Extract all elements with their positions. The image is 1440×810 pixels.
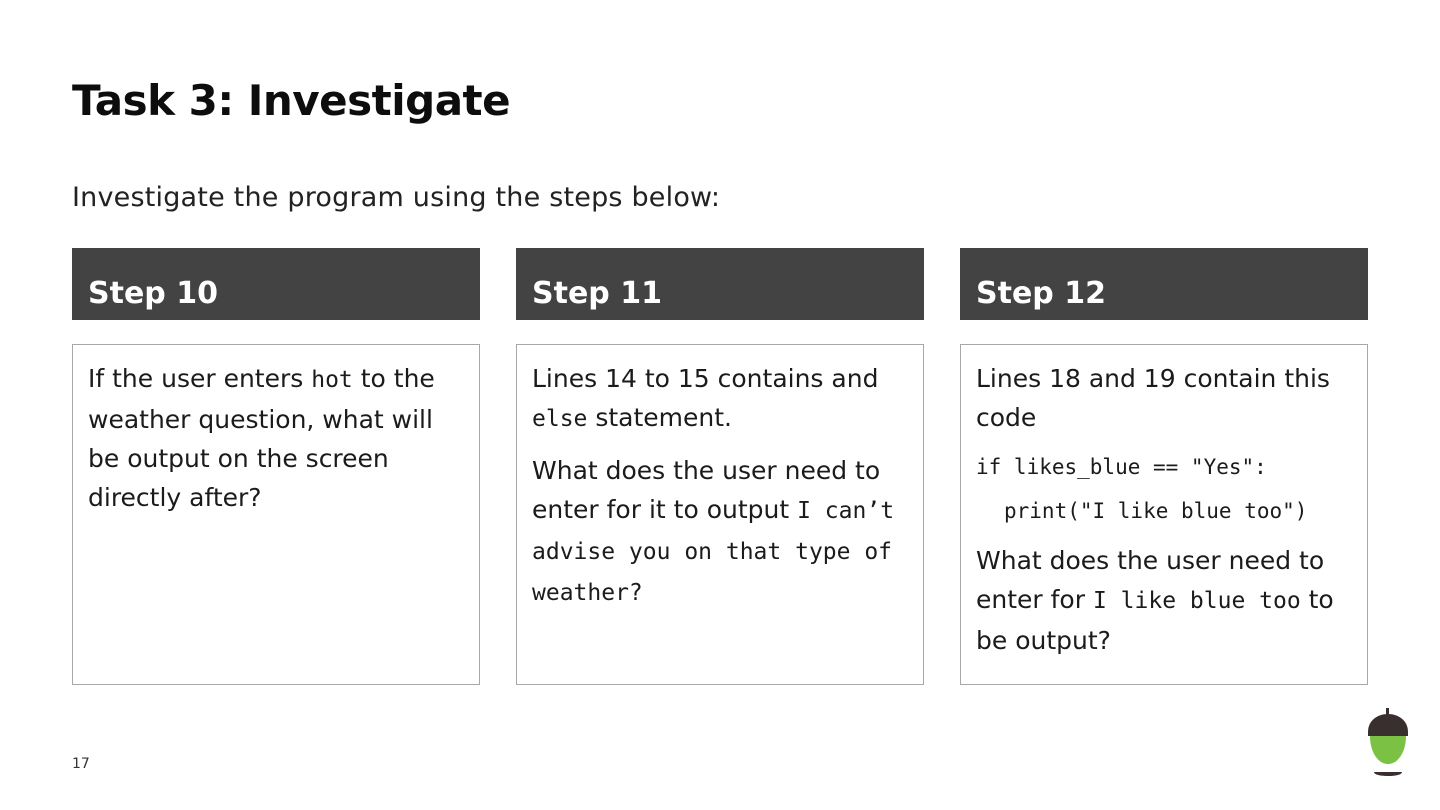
step-question: What does the user need to enter for it to output I can’t advise you on that type of weather? bbox=[532, 456, 895, 606]
step-card-10 bbox=[72, 248, 480, 685]
page-number: 17 bbox=[72, 756, 90, 772]
page-title: Task 3: Investigate bbox=[72, 76, 511, 125]
inline-code: else bbox=[532, 406, 588, 432]
step-text: Lines 18 and 19 contain this code bbox=[976, 364, 1330, 432]
inline-code: I like blue too bbox=[1092, 588, 1301, 614]
step-text: Lines 14 to 15 contains and else statement. bbox=[532, 364, 879, 432]
step-heading: Step 10 bbox=[72, 248, 480, 320]
page-subtitle: Investigate the program using the steps below: bbox=[72, 182, 721, 213]
step-text: If the user enters hot to the weather question, what will be output on the screen directly after? bbox=[88, 364, 435, 512]
step-body bbox=[960, 344, 1368, 685]
inline-code: hot bbox=[311, 367, 353, 393]
step-body bbox=[72, 344, 480, 685]
step-body bbox=[516, 344, 924, 685]
step-heading: Step 12 bbox=[960, 248, 1368, 320]
step-card-11 bbox=[516, 248, 924, 685]
step-heading: Step 11 bbox=[516, 248, 924, 320]
step-card-12 bbox=[960, 248, 1368, 685]
inline-code: I can’t advise you on that type of weather? bbox=[532, 498, 895, 606]
acorn-icon bbox=[1364, 706, 1412, 778]
code-line-1: if likes_blue == "Yes": bbox=[976, 455, 1267, 479]
step-question: What does the user need to enter for I like blue too to be output? bbox=[976, 546, 1334, 655]
code-line-2: print("I like blue too") bbox=[1004, 499, 1308, 523]
